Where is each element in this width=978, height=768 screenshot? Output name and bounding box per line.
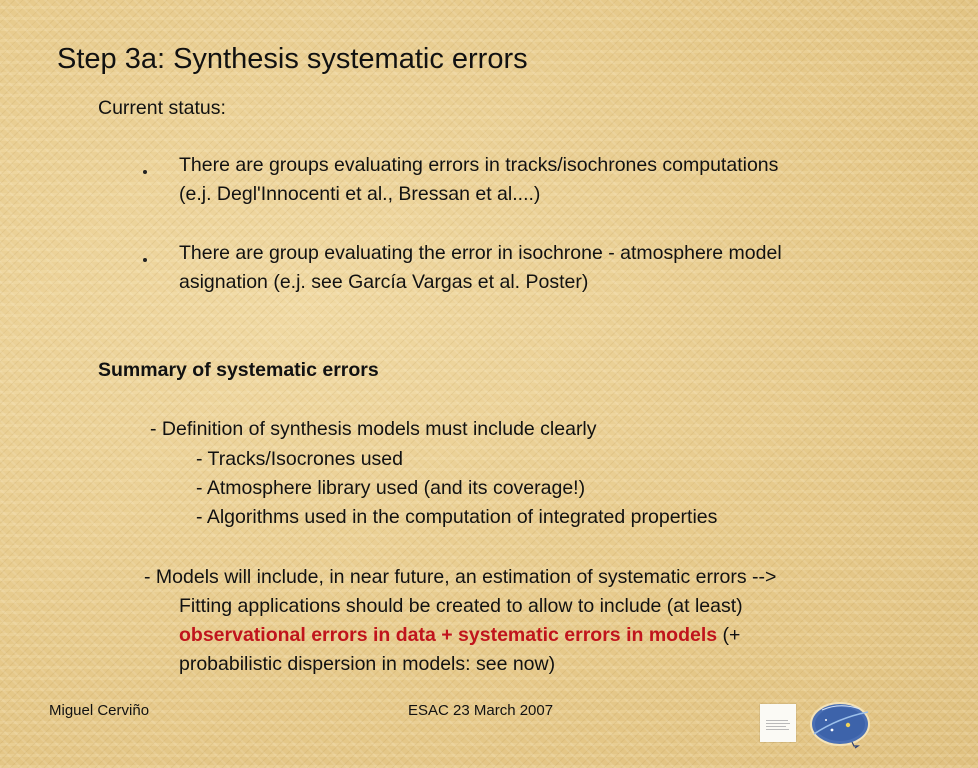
- current-status-label: Current status:: [98, 97, 226, 119]
- bullet-2-line-2: asignation (e.j. see García Vargas et al. Poster): [179, 271, 589, 293]
- models-line-3-rest: (+: [717, 624, 741, 646]
- bullet-1-line-2: (e.j. Degl'Innocenti et al., Bressan et al....): [179, 183, 541, 205]
- highlighted-errors-text: observational errors in data + systematic errors in models: [179, 624, 718, 646]
- bullet-1-line-1: There are groups evaluating errors in tracks/isochrones computations: [179, 154, 779, 176]
- bullet-2-line-1: There are group evaluating the error in isochrone - atmosphere model: [179, 242, 782, 264]
- models-line-1: - Models will include, in near future, an estimation of systematic errors -->: [144, 566, 777, 588]
- models-line-3: [179, 624, 740, 647]
- footer-author: Miguel Cerviño: [49, 702, 150, 719]
- summary-heading: Summary of systematic errors: [98, 359, 379, 381]
- definition-item: - Atmosphere library used (and its coverage!): [196, 477, 586, 499]
- definition-item: - Tracks/Isocrones used: [196, 448, 403, 470]
- footer-event: ESAC 23 March 2007: [408, 702, 554, 719]
- institution-logo: [760, 704, 796, 742]
- bullet-dot: [143, 170, 147, 174]
- esa-virtual-observatory-logo: [808, 700, 872, 750]
- models-line-2: Fitting applications should be created to allow to include (at least): [179, 595, 743, 617]
- definition-line: - Definition of synthesis models must include clearly: [150, 418, 597, 440]
- definition-item: - Algorithms used in the computation of integrated properties: [196, 506, 718, 528]
- bullet-dot: [143, 258, 147, 262]
- models-line-4: probabilistic dispersion in models: see now): [179, 653, 556, 675]
- slide-title: Step 3a: Synthesis systematic errors: [57, 43, 528, 75]
